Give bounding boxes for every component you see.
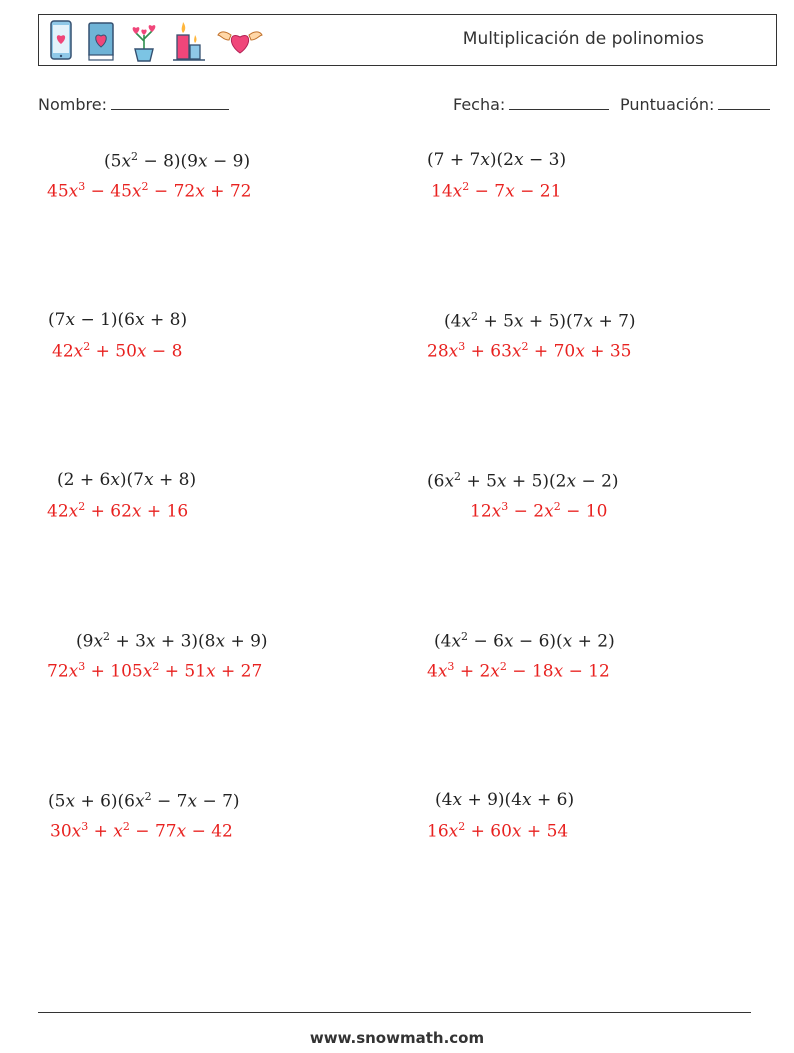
- name-field: [38, 93, 229, 114]
- problem-question: $(4x^2 - 6x - 6)(x + 2)$: [434, 630, 615, 652]
- problem-question: $(5x^2 - 8)(9x - 9)$: [104, 150, 251, 172]
- name-blank[interactable]: [111, 93, 229, 110]
- book-heart-icon: [85, 19, 117, 63]
- footer-url: www.snowmath.com: [309, 1029, 485, 1047]
- date-field: [453, 93, 609, 114]
- score-field: [620, 93, 770, 114]
- problem-answer: $42x^2 + 62x + 16$: [47, 500, 189, 522]
- worksheet-header: [38, 14, 777, 66]
- score-blank[interactable]: [718, 93, 770, 110]
- problem-question: $(9x^2 + 3x + 3)(8x + 9)$: [76, 630, 268, 652]
- problem-question: $(5x + 6)(6x^2 - 7x - 7)$: [48, 790, 240, 812]
- page-title: Multiplicación de polinomios: [462, 29, 704, 49]
- phone-heart-icon: [47, 19, 75, 63]
- problem-answer: $30x^3 + x^2 - 77x - 42$: [50, 820, 233, 842]
- problem-question: (2 + 6x)(7x + 8): [57, 470, 197, 490]
- problem-answer: $72x^3 + 105x^2 + 51x + 27$: [47, 660, 263, 682]
- problem-answer: $16x^2 + 60x + 54$: [427, 820, 569, 842]
- problem-question: $(4x^2 + 5x + 5)(7x + 7)$: [444, 310, 636, 332]
- problem-answer: $28x^3 + 63x^2 + 70x + 35$: [427, 340, 632, 362]
- plant-hearts-icon: [127, 19, 161, 63]
- problem-question: (4x + 9)(4x + 6): [435, 790, 575, 810]
- problem-answer: $4x^3 + 2x^2 - 18x - 12$: [427, 660, 610, 682]
- date-blank[interactable]: [509, 93, 609, 110]
- candles-icon: [171, 19, 207, 63]
- problem-answer: $14x^2 - 7x - 21$: [431, 180, 562, 202]
- problem-question: $(6x^2 + 5x + 5)(2x - 2)$: [427, 470, 619, 492]
- problem-question: (7 + 7x)(2x − 3): [427, 150, 567, 170]
- problem-answer: $45x^3 - 45x^2 - 72x + 72$: [47, 180, 252, 202]
- score-label: Puntuación:: [620, 95, 715, 114]
- name-label: Nombre:: [38, 95, 107, 114]
- problem-answer: $42x^2 + 50x - 8$: [52, 340, 183, 362]
- header-icons: [47, 18, 263, 64]
- footer-divider: [38, 1012, 751, 1013]
- winged-heart-icon: [217, 19, 263, 63]
- problem-answer: $12x^3 - 2x^2 - 10$: [470, 500, 608, 522]
- problem-question: (7x − 1)(6x + 8): [48, 310, 188, 330]
- date-label: Fecha:: [453, 95, 506, 114]
